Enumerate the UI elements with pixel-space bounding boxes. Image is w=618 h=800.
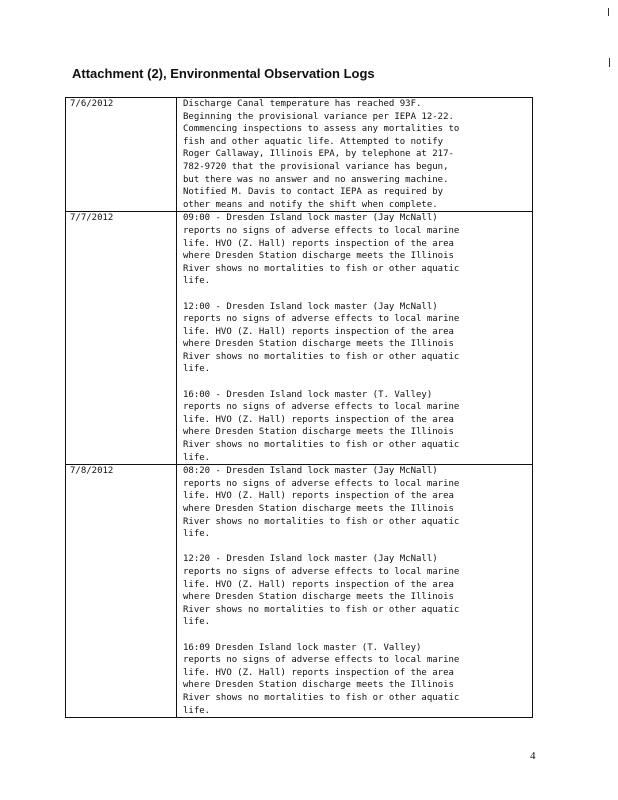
log-entries [177, 465, 533, 718]
log-entry: 09:00 - Dresden Island lock master (Jay McNall) reports no signs of adverse effects to local marine life. HVO (Z. Hall) reports inspection of the area where Dresden Station discharge meets the Illinois River shows no mortalities to fish or other aquatic life. [183, 213, 460, 287]
log-entry: 16:00 - Dresden Island lock master (T. Valley) reports no signs of adverse effects to local marine life. HVO (Z. Hall) reports inspection of the area where Dresden Station discharge meets the Illinois River shows no mortalities to fish or other aquatic life. [183, 389, 460, 463]
log-entries [177, 98, 533, 212]
log-date: 7/7/2012 [66, 212, 177, 465]
log-entries [177, 212, 533, 465]
observation-log-table [65, 97, 533, 718]
scan-artifact-mark [608, 8, 609, 16]
log-entry: 16:09 Dresden Island lock master (T. Valley) reports no signs of adverse effects to local marine life. HVO (Z. Hall) reports inspection of the area where Dresden Station discharge meets the Illinois River shows no mortalities to fish or other aquatic life. [183, 642, 460, 716]
page-number: 4 [530, 750, 536, 762]
page-title: Attachment (2), Environmental Observation Logs [72, 66, 375, 81]
table-row [66, 98, 533, 212]
log-entry: Discharge Canal temperature has reached 93F. Beginning the provisional variance per IEPA 12-22. Commencing inspections to assess any mortalities to fish and other aquatic life. Attempted to notify Roger Callaway, Illinois EPA, by telephone at 217- 782-9720 that the provisional variance has begun, but there was no answer and no answering machine. Notified M. Davis to contact IEPA as required by other means and notify the shift when complete. [183, 99, 460, 210]
log-date: 7/8/2012 [66, 465, 177, 718]
log-entry: 12:20 - Dresden Island lock master (Jay McNall) reports no signs of adverse effects to local marine life. HVO (Z. Hall) reports inspection of the area where Dresden Station discharge meets the Illinois River shows no mortalities to fish or other aquatic life. [183, 554, 460, 628]
log-date: 7/6/2012 [66, 98, 177, 212]
log-entry: 08:20 - Dresden Island lock master (Jay McNall) reports no signs of adverse effects to local marine life. HVO (Z. Hall) reports inspection of the area where Dresden Station discharge meets the Illinois River shows no mortalities to fish or other aquatic life. [183, 466, 460, 540]
table-row [66, 212, 533, 465]
log-entry: 12:00 - Dresden Island lock master (Jay McNall) reports no signs of adverse effects to local marine life. HVO (Z. Hall) reports inspection of the area where Dresden Station discharge meets the Illinois River shows no mortalities to fish or other aquatic life. [183, 301, 460, 375]
scan-artifact-mark [609, 58, 610, 67]
table-row [66, 465, 533, 718]
